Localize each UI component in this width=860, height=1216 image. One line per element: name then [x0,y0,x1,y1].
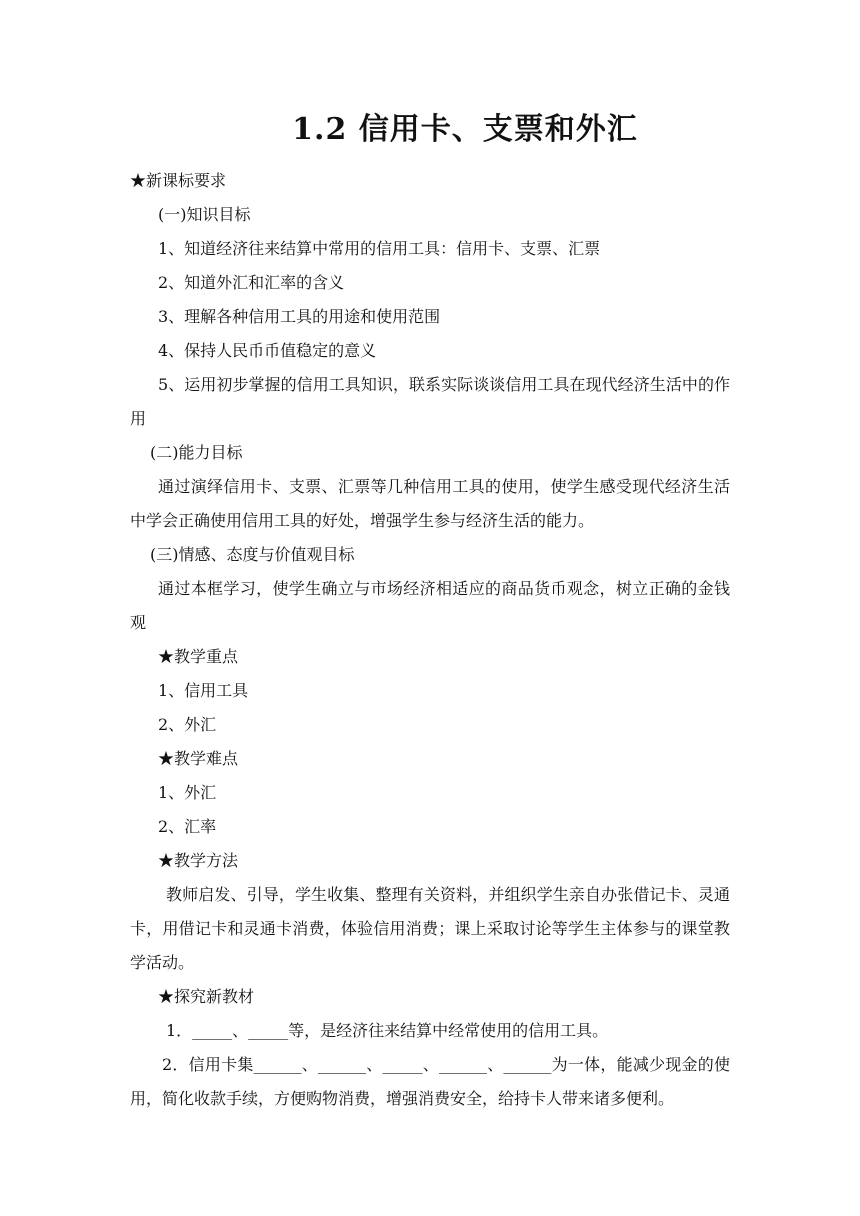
document-body [130,164,730,1116]
subheading-knowledge-goals: (一)知识目标 [158,205,251,224]
list-item: 1、知道经济往来结算中常用的信用工具：信用卡、支票、汇票 [158,239,601,258]
list-item: 3、理解各种信用工具的用途和使用范围 [158,307,441,326]
list-item: 1、外汇 [158,783,217,802]
section-heading-methods: ★教学方法 [158,851,239,870]
section-heading-new-standard: ★新课标要求 [130,171,227,190]
list-item: 2、知道外汇和汇率的含义 [158,273,345,292]
exercise-item: 1．_____、_____等，是经济往来结算中经常使用的信用工具。 [166,1021,609,1040]
exercise-item: 2．信用卡集______、______、_____、______、______为一体，能减少现金的使用，简化收款手续，方便购物消费，增强消费安全，给持卡人带来诸多便利。 [130,1055,730,1108]
list-item: 4、保持人民币币值稳定的意义 [158,341,377,360]
list-item: 2、汇率 [158,817,217,836]
section-heading-difficulties: ★教学难点 [158,749,239,768]
list-item: 2、外汇 [158,715,217,734]
list-item: 5、运用初步掌握的信用工具知识，联系实际谈谈信用工具在现代经济生活中的作用 [130,375,730,428]
paragraph: 教师启发、引导，学生收集、整理有关资料，并组织学生亲自办张借记卡、灵通卡，用借记卡和灵通卡消费，体验信用消费；课上采取讨论等学生主体参与的课堂教学活动。 [130,885,730,972]
list-item: 1、信用工具 [158,681,249,700]
paragraph: 通过本框学习，使学生确立与市场经济相适应的商品货币观念，树立正确的金钱观 [130,579,730,632]
section-heading-key-points: ★教学重点 [158,647,239,666]
subheading-values-goals: (三)情感、态度与价值观目标 [150,545,355,564]
page-title: 1.2 信用卡、支票和外汇 [292,112,638,147]
section-heading-explore: ★探究新教材 [158,987,255,1006]
subheading-ability-goals: (二)能力目标 [150,443,243,462]
paragraph: 通过演绎信用卡、支票、汇票等几种信用工具的使用，使学生感受现代经济生活中学会正确使用信用工具的好处，增强学生参与经济生活的能力。 [130,477,730,530]
